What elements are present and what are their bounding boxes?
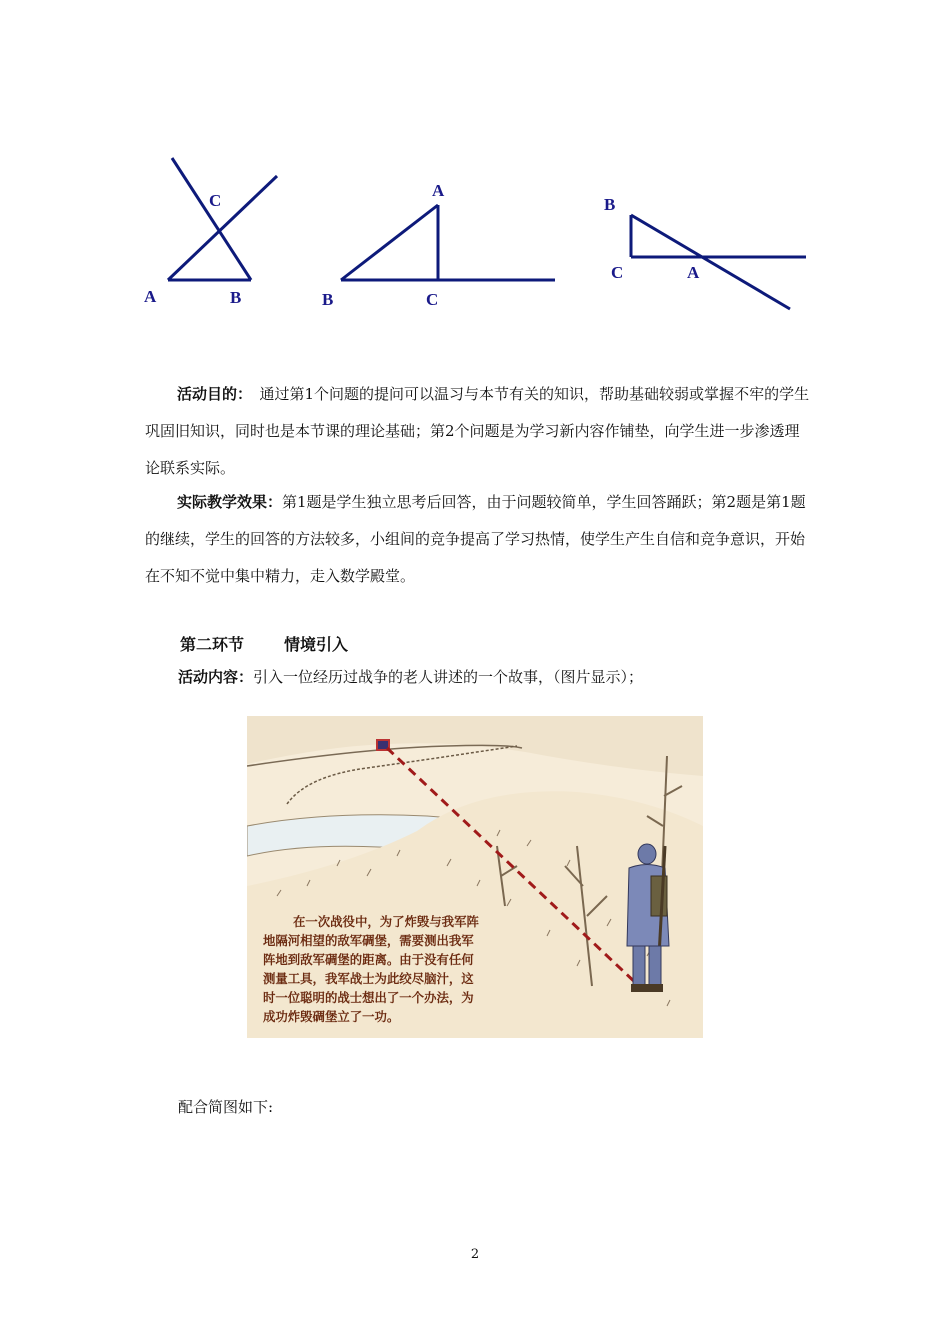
purpose-text: 通过第1个问题的提问可以温习与本节有关的知识，帮助基础较弱或掌握不牢的学生巩固旧知识，同时也是本节课的理论基础；第2个问题是为学习新内容作铺垫，向学生进一步渗透理论联系实际。 bbox=[145, 385, 810, 477]
effect-text: 第1题是学生独立思考后回答，由于问题较简单，学生回答踊跃；第2题是第1题的继续，学生的回答的方法较多，小组间的竞争提高了学习热情，使学生产生自信和竞争意识，开始在不知不觉中集中精力，走入数学殿堂。 bbox=[145, 493, 806, 585]
fig3-diagonal bbox=[631, 215, 790, 309]
diagram-caption: 配合简图如下: bbox=[178, 1098, 274, 1116]
story-illustration bbox=[247, 716, 703, 1038]
section-heading bbox=[180, 632, 348, 655]
fig2-label-b: B bbox=[322, 290, 334, 309]
purpose-paragraph bbox=[145, 376, 810, 487]
story-line-1: 在一次战役中，为了炸毁与我军阵 bbox=[293, 914, 479, 929]
section-subtitle: 情境引入 bbox=[284, 635, 349, 654]
illustration-svg bbox=[247, 716, 703, 1038]
page-number: 2 bbox=[470, 1247, 480, 1262]
figure-3 bbox=[631, 215, 806, 309]
fig3-label-a: A bbox=[687, 263, 700, 282]
activity-content bbox=[178, 666, 643, 687]
purpose-label: 活动目的： bbox=[177, 385, 245, 403]
story-line-4: 测量工具，我军战士为此绞尽脑汁，这 bbox=[263, 971, 474, 986]
effect-label: 实际教学效果： bbox=[177, 493, 283, 511]
fig3-label-c: C bbox=[611, 263, 624, 282]
fig1-label-b: B bbox=[230, 288, 242, 307]
figure-1 bbox=[168, 158, 277, 280]
fig2-label-a: A bbox=[432, 181, 445, 200]
fig2-label-c: C bbox=[426, 290, 439, 309]
fig1-line-1 bbox=[172, 158, 251, 280]
story-line-2: 地隔河相望的敌军碉堡，需要测出我军 bbox=[263, 933, 474, 948]
content-text: 引入一位经历过战争的老人讲述的一个故事，（图片显示）； bbox=[253, 668, 644, 686]
fig1-label-a: A bbox=[144, 287, 157, 306]
section-title: 第二环节 bbox=[180, 635, 245, 654]
story-line-5: 时一位聪明的战士想出了一个办法，为 bbox=[263, 990, 474, 1005]
story-line-6: 成功炸毁碉堡立了一功。 bbox=[263, 1009, 400, 1024]
fig1-label-c: C bbox=[209, 191, 222, 210]
story-line-3: 阵地到敌军碉堡的距离。由于没有任何 bbox=[263, 952, 474, 967]
geometry-figures bbox=[0, 0, 950, 340]
fig3-label-b: B bbox=[604, 195, 616, 214]
fig1-line-2 bbox=[168, 176, 277, 280]
content-label: 活动内容： bbox=[178, 668, 254, 686]
figure-2 bbox=[341, 205, 555, 280]
effect-paragraph bbox=[145, 484, 810, 595]
fig2-hypotenuse bbox=[341, 205, 438, 280]
